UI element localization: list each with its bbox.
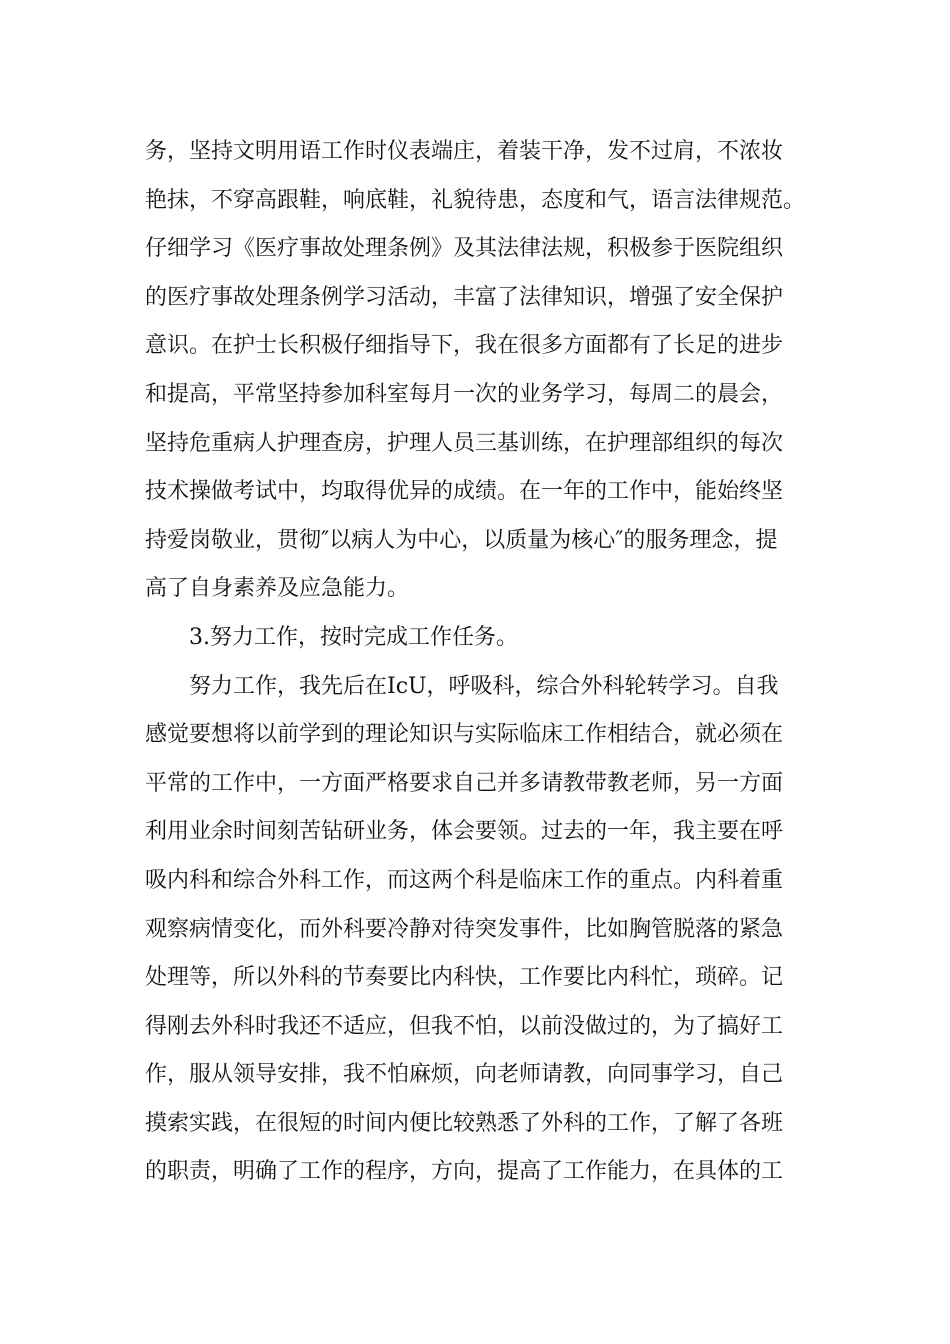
text-line: 利用业余时间刻苦钻研业务，体会要领。过去的一年，我主要在呼 <box>145 819 784 845</box>
text-line: 的职责，明确了工作的程序，方向，提高了工作能力，在具体的工 <box>145 1159 784 1185</box>
text-line: 作，服从领导安排，我不怕麻烦，向老师请教，向同事学习，自己 <box>145 1062 784 1088</box>
text-line: 艳抹，不穿高跟鞋，响底鞋，礼貌待患，态度和气，语言法律规范。 <box>145 187 806 213</box>
text-line: 摸索实践，在很短的时间内便比较熟悉了外科的工作，了解了各班 <box>145 1110 784 1136</box>
text-line: 的医疗事故处理条例学习活动，丰富了法律知识，增强了安全保护 <box>145 284 784 310</box>
text-line: 务，坚持文明用语工作时仪表端庄，着装干净，发不过肩，不浓妆 <box>145 139 784 164</box>
text-line: 感觉要想将以前学到的理论知识与实际临床工作相结合，就必须在 <box>145 722 784 748</box>
paragraph-start: 努力工作，我先后在IcU，呼吸科，综合外科轮转学习。自我 <box>189 673 779 699</box>
text-line: 和提高，平常坚持参加科室每月一次的业务学习，每周二的晨会， <box>145 381 784 407</box>
text-line: 处理等，所以外科的节奏要比内科快，工作要比内科忙，琐碎。记 <box>145 965 784 991</box>
body-text <box>145 128 815 1197</box>
text-line: 坚持危重病人护理查房，护理人员三基训练，在护理部组织的每次 <box>145 430 784 456</box>
section-heading: 3.努力工作，按时完成工作任务。 <box>189 624 518 650</box>
text-line: 得刚去外科时我还不适应，但我不怕，以前没做过的，为了搞好工 <box>145 1013 784 1039</box>
text-line: 吸内科和综合外科工作，而这两个科是临床工作的重点。内科着重 <box>145 867 784 893</box>
text-line: 仔细学习《医疗事故处理条例》及其法律法规，积极参于医院组织 <box>145 236 784 262</box>
text-line: 平常的工作中，一方面严格要求自己并多请教带教老师，另一方面 <box>145 770 784 796</box>
text-line: 意识。在护士长积极仔细指导下，我在很多方面都有了长足的进步 <box>145 333 784 359</box>
text-line: 高了自身素养及应急能力。 <box>145 576 410 602</box>
text-line: 持爱岗敬业，贯彻″以病人为中心，以质量为核心″的服务理念，提 <box>145 527 778 553</box>
text-line: 技术操做考试中，均取得优异的成绩。在一年的工作中，能始终坚 <box>145 479 784 505</box>
text-line: 观察病情变化，而外科要冷静对待突发事件，比如胸管脱落的紧急 <box>145 916 784 942</box>
